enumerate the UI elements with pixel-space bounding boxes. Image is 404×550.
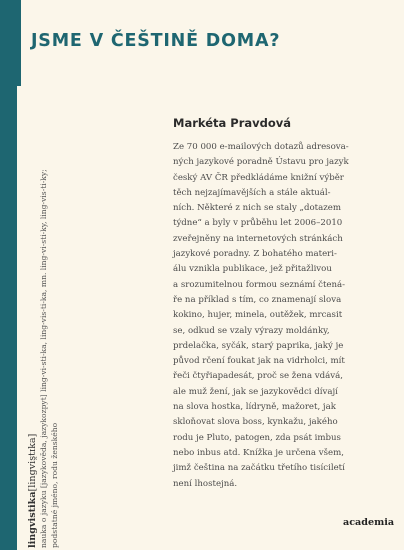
book-title: JSME V ČEŠTINĚ DOMA? <box>31 31 281 51</box>
author-name: Markéta Pravdová <box>173 116 292 130</box>
blurb-line: skloňovat slova boss, kynkažu, jakého <box>173 417 338 428</box>
blurb-line: není lhostejná. <box>173 478 238 489</box>
blurb-line: a srozumitelnou formou seznámí čtená- <box>173 279 346 290</box>
dictionary-pronunciation: [lingvis̯tɪka] <box>27 433 38 492</box>
blurb-line: nebo inbus atd. Knížka je určena všem, <box>173 447 344 458</box>
blurb-line: český AV ČR předkládáme knižní výběr <box>173 172 344 183</box>
blurb-text <box>173 140 378 492</box>
blurb-line: jimž čeština na začátku třetího tisíciletí <box>173 463 345 474</box>
teal-accent-bar <box>17 0 21 86</box>
dictionary-headword: lingvistika <box>27 491 38 548</box>
blurb-line: těch nejzajímavějších a stále aktuál- <box>173 187 331 198</box>
dictionary-headline <box>27 160 38 548</box>
publisher-name: academia <box>343 517 395 528</box>
dictionary-grammar: podstatné jméno, rodu ženského <box>50 422 59 548</box>
blurb-line: na slova hostka, lídryně, mažoret, jak <box>173 402 336 413</box>
blurb-line: ale muž žení, jak se jazykovědci dívají <box>173 386 338 397</box>
blurb-line: původ rčení foukat jak na vidrholci, mít <box>173 356 345 367</box>
teal-spine-bar <box>0 0 17 550</box>
dictionary-definition: nauka o jazyku [jazykověda, jazykozpyt] ling-vi-sti-ka, ling-vis-ti-ka, mn. ling-vi-sti-ky, ling-vis-ti-ky; <box>39 169 48 548</box>
blurb-line: kokino, hujer, minela, outěžek, mrcasit <box>173 310 343 321</box>
blurb-line: jazykové poradny. Z bohatého materi- <box>173 249 337 260</box>
blurb-line: prdelačka, syčák, starý paprika, jaký je <box>173 340 344 351</box>
blurb-line: Ze 70 000 e-mailových dotazů adresova- <box>173 142 349 152</box>
blurb-line: týdne“ a byly v průběhu let 2006–2010 <box>173 218 343 229</box>
blurb-line: álu vznikla publikace, jež přitažlivou <box>173 264 332 275</box>
blurb-line: ře na příklad s tím, co znamenají slova <box>173 294 342 305</box>
blurb-line: zveřejněny na internetových stránkách <box>173 233 343 244</box>
blurb-line: se, odkud se vzaly výrazy moldánky, <box>173 325 330 336</box>
blurb-line: ných jazykové poradně Ústavu pro jazyk <box>173 157 349 168</box>
dictionary-entry-vertical <box>27 160 60 548</box>
blurb-line: řeči čtyřiapadesát, proč se žena vdává, <box>173 371 343 382</box>
blurb-line: ních. Některé z nich se staly „dotazem <box>173 203 342 214</box>
blurb-line: rodu je Pluto, patogen, zda psát imbus <box>173 432 341 443</box>
